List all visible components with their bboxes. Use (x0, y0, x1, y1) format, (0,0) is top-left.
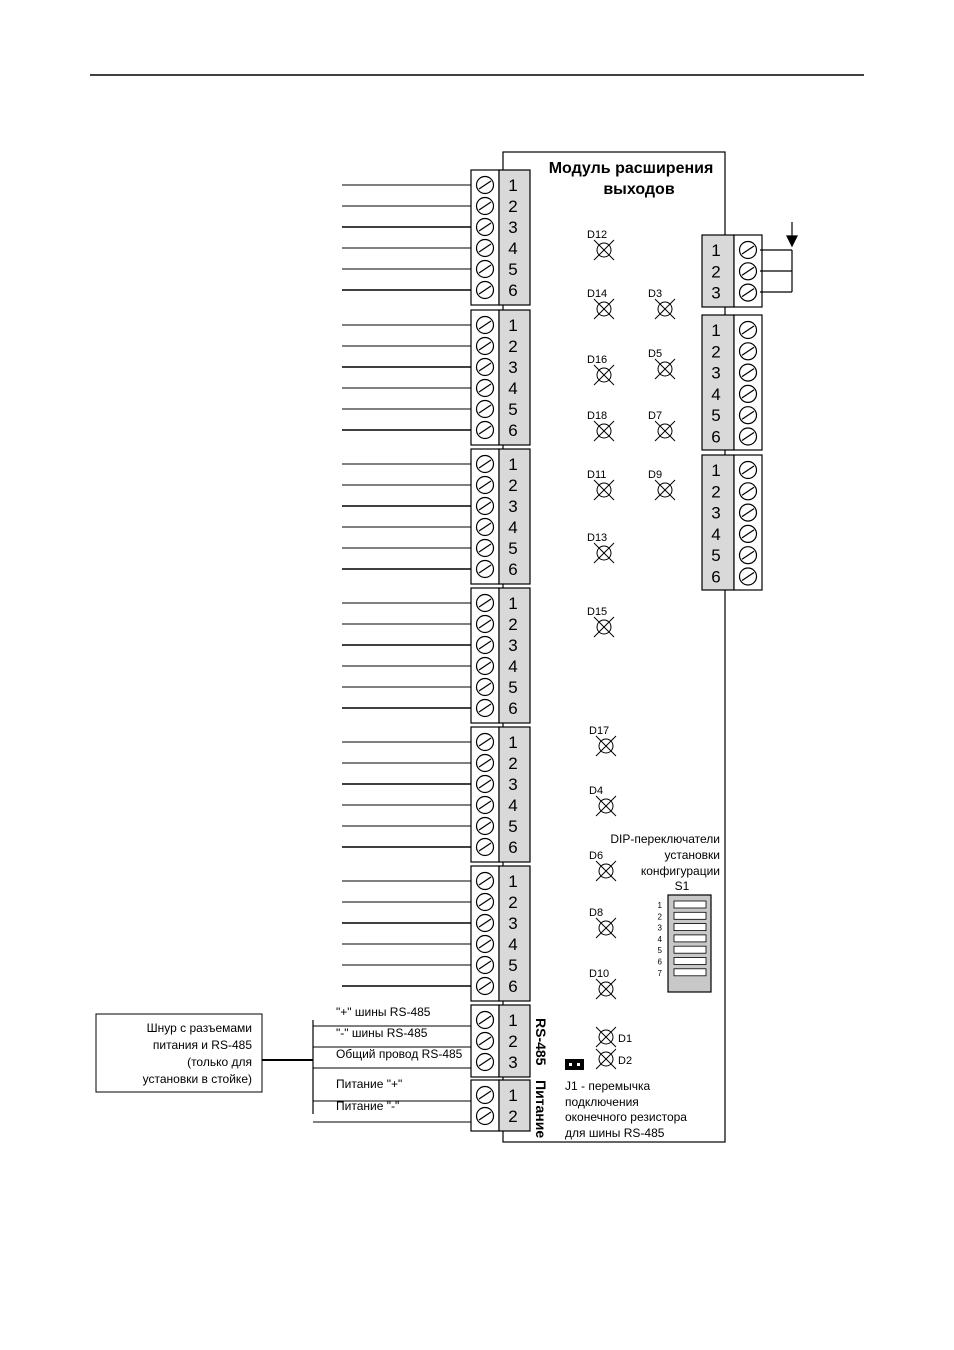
terminal-number: 4 (711, 524, 721, 544)
terminal-number: 1 (711, 241, 721, 260)
screw-terminal[interactable] (477, 282, 494, 299)
screw-terminal[interactable] (477, 637, 494, 654)
terminal-number: 6 (508, 281, 518, 300)
led-label: D9 (648, 469, 663, 481)
dip-position-number: 1 (657, 901, 662, 910)
screw-terminal[interactable] (740, 547, 757, 564)
led-label: D1 (618, 1033, 633, 1045)
dip-position-number: 4 (657, 934, 662, 944)
terminal-number: 2 (508, 615, 518, 634)
led-label: D13 (587, 532, 608, 544)
terminal-number: 6 (508, 560, 518, 579)
screw-terminal[interactable] (477, 540, 494, 557)
jumper-note-line3: оконечного резистора (565, 1110, 687, 1124)
terminal-number: 5 (508, 260, 518, 279)
led-label: D10 (589, 968, 610, 980)
terminal-number: 2 (508, 893, 518, 912)
led-icon (594, 365, 614, 385)
terminal-number: 3 (508, 775, 518, 794)
terminal-number: 1 (508, 594, 518, 613)
terminal-number: 6 (711, 427, 721, 447)
dip-position-number: 2 (657, 912, 662, 922)
terminal-number: 6 (711, 567, 721, 587)
led-icon (596, 1027, 616, 1047)
jumper-pin (577, 1063, 580, 1066)
screw-terminal[interactable] (477, 519, 494, 536)
terminal-number: 1 (508, 733, 518, 752)
power-minus-label: Питание "-" (336, 1099, 400, 1113)
screw-terminal[interactable] (477, 839, 494, 856)
module-title-line2: выходов (603, 181, 675, 198)
screw-terminal[interactable] (477, 380, 494, 397)
led-icon (655, 299, 675, 319)
led-label: D4 (589, 785, 604, 797)
terminal-number: 4 (508, 796, 518, 815)
terminal-number: 4 (508, 657, 518, 676)
screw-terminal[interactable] (477, 894, 494, 911)
left-terminal-block (342, 170, 530, 305)
dip-switch-toggle[interactable] (674, 946, 706, 953)
right-terminal-block (702, 315, 762, 450)
terminal-number: 3 (711, 363, 721, 383)
screw-terminal[interactable] (477, 873, 494, 890)
terminal-number: 5 (508, 539, 518, 558)
screw-terminal[interactable] (477, 198, 494, 215)
screw-terminal[interactable] (477, 456, 494, 473)
screw-terminal[interactable] (740, 343, 757, 360)
power-side-label: Питание (533, 1080, 549, 1139)
screw-terminal[interactable] (740, 364, 757, 381)
terminal-number: 3 (508, 218, 518, 237)
led-label: D14 (587, 288, 608, 300)
dip-switch-toggle[interactable] (674, 969, 706, 976)
screw-terminal[interactable] (477, 338, 494, 355)
module-title-line1: Модуль расширения (548, 160, 714, 177)
led-icon (596, 979, 616, 999)
power-plus-label: Питание "+" (336, 1077, 403, 1091)
terminal-number: 6 (508, 977, 518, 996)
dip-switch-toggle[interactable] (674, 958, 706, 965)
led-icon (594, 617, 614, 637)
screw-terminal[interactable] (477, 1087, 494, 1104)
dip-position-number: 5 (657, 946, 662, 956)
left-terminal-block (342, 449, 530, 584)
left-terminal-block (342, 727, 530, 862)
screw-terminal[interactable] (477, 818, 494, 835)
screw-terminal[interactable] (477, 679, 494, 696)
led-icon (596, 1049, 616, 1069)
screw-terminal[interactable] (740, 428, 757, 445)
screw-terminal[interactable] (477, 616, 494, 633)
screw-terminal[interactable] (740, 322, 757, 339)
jumper-j1 (565, 1059, 584, 1070)
screw-terminal[interactable] (477, 261, 494, 278)
terminal-number: 2 (508, 476, 518, 495)
rs485-minus-label: "-" шины RS-485 (336, 1026, 428, 1040)
terminal-number: 1 (711, 461, 721, 480)
led-label: D7 (648, 410, 663, 422)
led-label: D5 (648, 348, 663, 360)
led-label: D16 (587, 354, 608, 366)
screw-terminal[interactable] (477, 240, 494, 257)
terminal-number: 1 (508, 176, 518, 195)
jumper-note-line1: J1 - перемычка (565, 1079, 651, 1093)
dip-switch-toggle[interactable] (674, 901, 706, 908)
screw-terminal[interactable] (740, 462, 757, 479)
screw-terminal[interactable] (477, 915, 494, 932)
led-label: D6 (589, 850, 604, 862)
led-label: D12 (587, 229, 608, 241)
terminal-number: 2 (711, 342, 721, 362)
rs485-plus-label: "+" шины RS-485 (336, 1005, 431, 1019)
screw-terminal[interactable] (740, 242, 757, 259)
screw-terminal[interactable] (477, 401, 494, 418)
terminal-number: 5 (508, 817, 518, 836)
screw-terminal[interactable] (477, 1054, 494, 1071)
terminal-number: 3 (711, 503, 721, 523)
right-terminal-block (702, 235, 762, 307)
dip-switch-toggle[interactable] (674, 935, 706, 942)
terminal-number: 5 (711, 406, 721, 426)
cable-note-line4: установки в стойке) (142, 1072, 252, 1086)
screw-terminal[interactable] (477, 498, 494, 515)
terminal-number: 3 (711, 283, 721, 303)
terminal-number: 4 (711, 384, 721, 404)
terminal-number: 2 (711, 482, 721, 502)
left-terminal-block (342, 866, 530, 1001)
led-icon (596, 796, 616, 816)
screw-terminal[interactable] (740, 407, 757, 424)
terminal-number: 2 (508, 197, 518, 216)
terminal-number: 2 (508, 337, 518, 356)
right-terminal-blocks (702, 235, 762, 590)
led-icon (655, 359, 675, 379)
led-label: D2 (618, 1055, 633, 1067)
screw-terminal[interactable] (477, 595, 494, 612)
terminal-number: 3 (508, 914, 518, 933)
led-icon (594, 543, 614, 563)
led-icon (594, 480, 614, 500)
screw-terminal[interactable] (477, 957, 494, 974)
screw-terminal[interactable] (740, 284, 757, 301)
screw-terminal[interactable] (477, 797, 494, 814)
screw-terminal[interactable] (477, 658, 494, 675)
terminal-number: 4 (508, 379, 518, 398)
screw-terminal[interactable] (477, 776, 494, 793)
terminal-number: 5 (508, 400, 518, 419)
terminal-number: 5 (508, 956, 518, 975)
led-icon (655, 480, 675, 500)
dip-name: S1 (674, 879, 690, 893)
led-icon (655, 421, 675, 441)
led-icon (594, 299, 614, 319)
terminal-number: 2 (508, 1032, 518, 1051)
left-terminal-block (342, 310, 530, 445)
screw-terminal[interactable] (477, 477, 494, 494)
led-icon (596, 918, 616, 938)
jumper-note-line2: подключения (565, 1095, 639, 1109)
led-label: D3 (648, 288, 663, 300)
terminal-number: 2 (508, 754, 518, 773)
terminal-number: 4 (508, 518, 518, 537)
screw-terminal[interactable] (477, 1108, 494, 1125)
terminal-number: 1 (508, 872, 518, 891)
terminal-number: 1 (508, 1011, 518, 1030)
rs485-common-label: Общий провод RS-485 (336, 1047, 463, 1061)
terminal-number: 6 (508, 421, 518, 440)
screw-terminal[interactable] (477, 1012, 494, 1029)
led-icon (594, 421, 614, 441)
right-jumper-bracket (760, 222, 797, 292)
screw-terminal[interactable] (740, 525, 757, 542)
terminal-number: 6 (508, 699, 518, 718)
cable-note-line1: Шнур с разъемами (146, 1021, 252, 1035)
terminal-number: 2 (508, 1107, 518, 1126)
screw-terminal[interactable] (477, 700, 494, 717)
led-icon (594, 240, 614, 260)
terminal-number: 5 (711, 546, 721, 566)
terminal-number: 1 (508, 1086, 518, 1105)
led-label: D18 (587, 410, 608, 422)
screw-terminal[interactable] (740, 263, 757, 280)
led-label: D17 (589, 725, 610, 737)
screw-terminal[interactable] (477, 422, 494, 439)
screw-terminal[interactable] (477, 936, 494, 953)
screw-terminal[interactable] (477, 219, 494, 236)
terminal-number: 1 (711, 321, 721, 340)
terminal-number: 6 (508, 838, 518, 857)
led-label: D15 (587, 606, 608, 618)
terminal-number: 3 (508, 1053, 518, 1072)
module-board (503, 152, 725, 1142)
screw-terminal[interactable] (740, 385, 757, 402)
cable-note-line2: питания и RS-485 (152, 1038, 252, 1052)
screw-terminal[interactable] (477, 1033, 494, 1050)
rs485-side-label: RS-485 (533, 1018, 549, 1066)
jumper-pin (569, 1063, 572, 1066)
dip-label-line2: установки (664, 848, 720, 862)
dip-switch-toggle[interactable] (674, 912, 706, 919)
jumper-note-line4: для шины RS-485 (565, 1126, 665, 1140)
screw-terminal[interactable] (477, 317, 494, 334)
terminal-number: 3 (508, 358, 518, 377)
dip-position-number: 3 (657, 923, 662, 933)
led-icon (596, 736, 616, 756)
terminal-number: 5 (508, 678, 518, 697)
terminal-number: 1 (508, 455, 518, 474)
led-label: D11 (587, 469, 607, 481)
dip-position-number: 7 (657, 968, 662, 978)
cable-note-line3: (только для (187, 1055, 252, 1069)
left-terminal-block (342, 588, 530, 723)
screw-terminal[interactable] (740, 504, 757, 521)
terminal-number: 2 (711, 262, 721, 282)
terminal-number: 3 (508, 497, 518, 516)
terminal-number: 4 (508, 239, 518, 258)
dip-position-number: 6 (657, 957, 662, 967)
screw-terminal[interactable] (477, 755, 494, 772)
screw-terminal[interactable] (740, 568, 757, 585)
right-terminal-block (702, 455, 762, 590)
screw-terminal[interactable] (477, 561, 494, 578)
terminal-number: 1 (508, 316, 518, 335)
screw-terminal[interactable] (740, 483, 757, 500)
terminal-number: 4 (508, 935, 518, 954)
left-terminal-blocks (342, 170, 530, 1001)
screw-terminal[interactable] (477, 978, 494, 995)
screw-terminal[interactable] (477, 734, 494, 751)
led-icon (596, 861, 616, 881)
dip-switch-toggle[interactable] (674, 924, 706, 931)
terminal-number: 3 (508, 636, 518, 655)
led-label: D8 (589, 907, 604, 919)
screw-terminal[interactable] (477, 359, 494, 376)
screw-terminal[interactable] (477, 177, 494, 194)
dip-label-line3: конфигурации (640, 864, 720, 878)
dip-label-line1: DIP-переключатели (610, 832, 720, 846)
